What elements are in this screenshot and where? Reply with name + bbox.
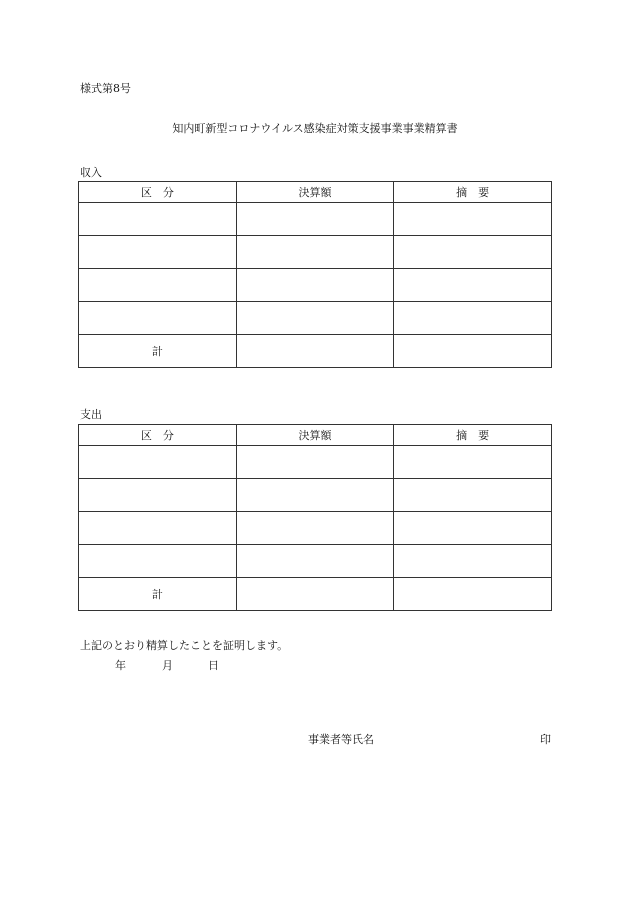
table-row xyxy=(79,512,552,545)
cell-remarks[interactable] xyxy=(394,446,552,479)
table-row xyxy=(79,446,552,479)
total-remarks-cell[interactable] xyxy=(394,578,552,611)
column-header-remarks: 摘 要 xyxy=(394,182,552,203)
column-header-amount: 決算額 xyxy=(236,425,394,446)
income-section-label: 収入 xyxy=(80,166,102,179)
cell-category[interactable] xyxy=(79,269,237,302)
cell-category[interactable] xyxy=(79,512,237,545)
table-row xyxy=(79,203,552,236)
cell-category[interactable] xyxy=(79,236,237,269)
cell-category[interactable] xyxy=(79,302,237,335)
date-month-label: 月 xyxy=(162,659,173,672)
certification-statement: 上記のとおり精算したことを証明します。 xyxy=(80,639,289,652)
expenditure-section-label: 支出 xyxy=(80,408,102,421)
cell-remarks[interactable] xyxy=(394,479,552,512)
cell-amount[interactable] xyxy=(236,269,394,302)
cell-remarks[interactable] xyxy=(394,203,552,236)
table-row xyxy=(79,479,552,512)
total-label: 計 xyxy=(79,335,237,368)
date-year-label: 年 xyxy=(115,659,126,672)
date-day-label: 日 xyxy=(208,659,219,672)
cell-amount[interactable] xyxy=(236,236,394,269)
total-label: 計 xyxy=(79,578,237,611)
table-row xyxy=(79,269,552,302)
signer-name-label: 事業者等氏名 xyxy=(308,733,374,746)
cell-category[interactable] xyxy=(79,479,237,512)
cell-remarks[interactable] xyxy=(394,302,552,335)
cell-amount[interactable] xyxy=(236,512,394,545)
cell-remarks[interactable] xyxy=(394,545,552,578)
cell-category[interactable] xyxy=(79,446,237,479)
seal-mark-label: 印 xyxy=(540,733,551,746)
total-amount-cell[interactable] xyxy=(236,335,394,368)
cell-category[interactable] xyxy=(79,545,237,578)
total-row xyxy=(79,335,552,368)
expenditure-table xyxy=(78,424,552,611)
cell-amount[interactable] xyxy=(236,203,394,236)
table-row xyxy=(79,236,552,269)
column-header-category: 区 分 xyxy=(79,425,237,446)
table-row xyxy=(79,545,552,578)
income-table xyxy=(78,181,552,368)
column-header-category: 区 分 xyxy=(79,182,237,203)
cell-remarks[interactable] xyxy=(394,236,552,269)
table-header-row xyxy=(79,182,552,203)
document-title: 知内町新型コロナウイルス感染症対策支援事業事業精算書 xyxy=(172,122,458,135)
cell-remarks[interactable] xyxy=(394,269,552,302)
cell-amount[interactable] xyxy=(236,545,394,578)
total-remarks-cell[interactable] xyxy=(394,335,552,368)
cell-category[interactable] xyxy=(79,203,237,236)
column-header-amount: 決算額 xyxy=(236,182,394,203)
column-header-remarks: 摘 要 xyxy=(394,425,552,446)
cell-amount[interactable] xyxy=(236,479,394,512)
form-number: 様式第8号 xyxy=(80,82,131,95)
total-row xyxy=(79,578,552,611)
cell-amount[interactable] xyxy=(236,446,394,479)
total-amount-cell[interactable] xyxy=(236,578,394,611)
cell-amount[interactable] xyxy=(236,302,394,335)
table-header-row xyxy=(79,425,552,446)
cell-remarks[interactable] xyxy=(394,512,552,545)
table-row xyxy=(79,302,552,335)
